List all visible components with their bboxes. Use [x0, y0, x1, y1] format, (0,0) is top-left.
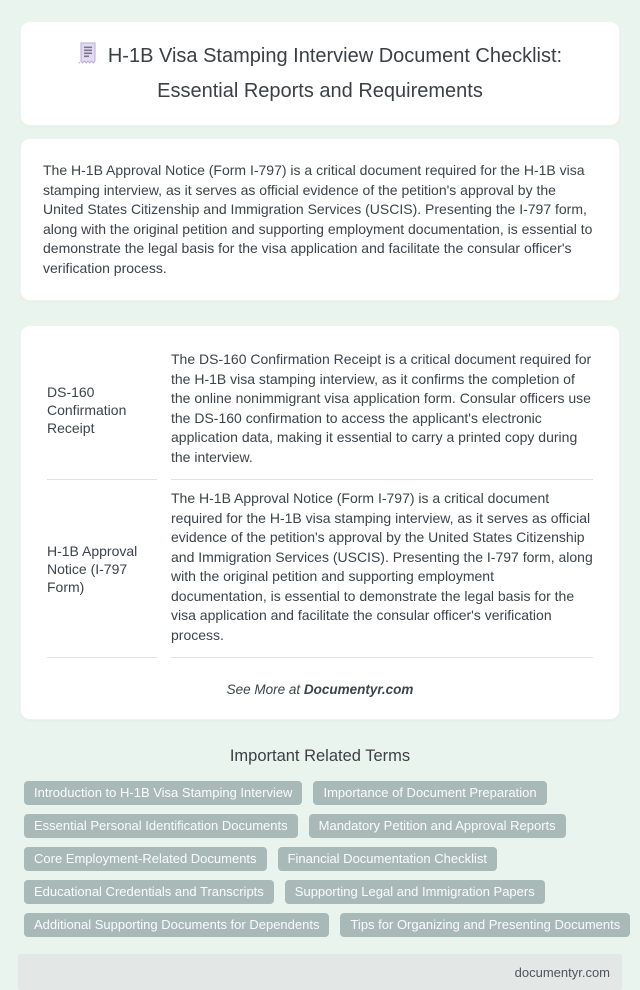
tag-row — [24, 814, 616, 838]
related-term-tag[interactable]: Educational Credentials and Transcripts — [24, 880, 274, 904]
document-table-card — [20, 325, 620, 720]
related-term-tag[interactable]: Financial Documentation Checklist — [278, 847, 497, 871]
term-cell — [47, 350, 157, 480]
page-title — [74, 40, 566, 107]
table-row — [47, 350, 593, 480]
description-cell: The H-1B Approval Notice (Form I-797) is a critical document required for the H-1B visa stamping interview, as it serves as official evidence of the petition's approval by the United States Citizenship and Immigration Services (USCIS). Presenting the I-797 form, along with the original petition and supporting employment documentation, is essential to demonstrate the legal basis for the visa application and facilitate the consular officer's verification process. — [171, 480, 593, 658]
table-row — [47, 480, 593, 658]
tag-row — [24, 913, 621, 937]
tag-row — [24, 781, 616, 805]
page — [0, 21, 640, 990]
see-more-prefix: See More at — [226, 682, 304, 697]
header-card — [20, 21, 620, 126]
related-term-tag[interactable]: Tips for Organizing and Presenting Documents — [340, 913, 630, 937]
related-terms-heading: Important Related Terms — [229, 747, 411, 765]
related-terms-tags — [24, 781, 621, 937]
tag-row — [24, 880, 616, 904]
see-more-brand: Documentyr.com — [303, 682, 414, 697]
related-term-tag[interactable]: Mandatory Petition and Approval Reports — [309, 814, 566, 838]
term-label: DS-160 Confirmation Receipt — [47, 383, 127, 436]
intro-paragraph: The H-1B Approval Notice (Form I-797) is a critical document required for the H-1B visa stamping interview, as it serves as official evidence of the petition's approval by the United States Citizenship and Immigration Services (USCIS). Presenting the I-797 form, along with the original petition and supporting employment documentation, is essential to demonstrate the legal basis for the visa application and facilitate the consular officer's verification process. — [43, 162, 593, 276]
description-cell: The DS-160 Confirmation Receipt is a critical document required for the H-1B visa stamping interview, as it confirms the completion of the online nonimmigrant visa application form. Consular officers use the DS-160 confirmation to access the applicant's electronic application data, making it essential to carry a printed copy during the interview. — [171, 350, 593, 480]
related-term-tag[interactable]: Essential Personal Identification Documents — [24, 814, 298, 838]
see-more-line — [47, 682, 593, 697]
tag-row — [24, 847, 616, 871]
intro-card — [20, 138, 620, 301]
receipt-icon — [78, 42, 98, 75]
related-term-tag[interactable]: Core Employment-Related Documents — [24, 847, 267, 871]
term-cell — [47, 480, 157, 658]
document-table — [47, 350, 593, 658]
footer-site-label: documentyr.com — [514, 964, 610, 980]
related-term-tag[interactable]: Introduction to H-1B Visa Stamping Interview — [24, 781, 302, 805]
related-term-tag[interactable]: Supporting Legal and Immigration Papers — [285, 880, 545, 904]
page-title-text: H-1B Visa Stamping Interview Document Checklist: Essential Reports and Requirements — [107, 45, 563, 102]
related-term-tag[interactable]: Importance of Document Preparation — [313, 781, 546, 805]
term-label: H-1B Approval Notice (I-797 Form) — [47, 542, 138, 595]
related-term-tag[interactable]: Additional Supporting Documents for Dependents — [24, 913, 329, 937]
footer-bar — [18, 954, 622, 990]
